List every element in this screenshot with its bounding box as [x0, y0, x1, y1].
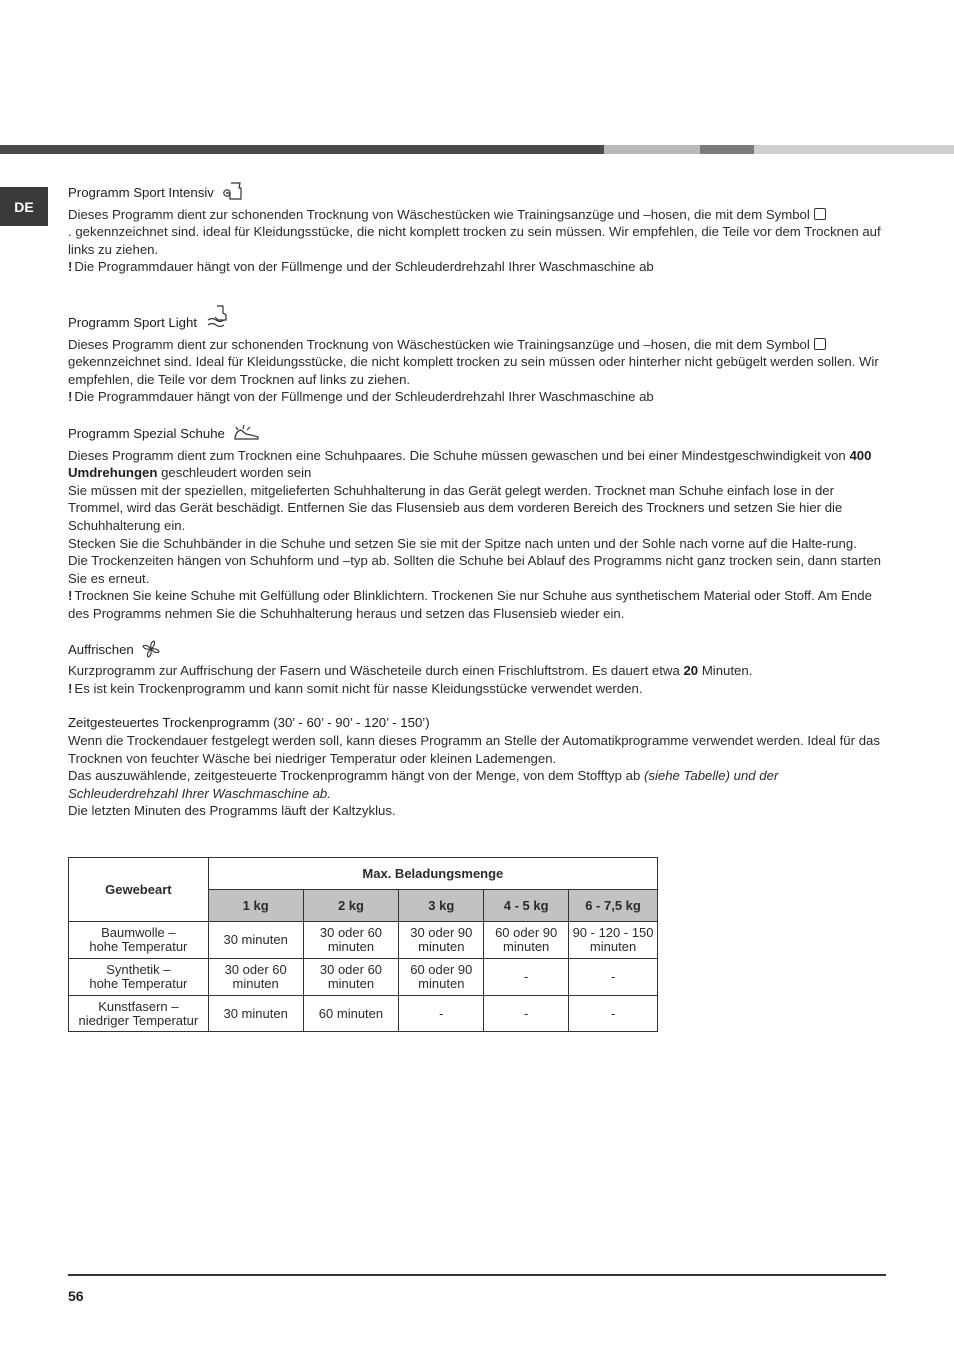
table-cell: -: [484, 959, 569, 996]
header-bar-light-end: [754, 145, 954, 154]
table-cell: -: [569, 959, 658, 996]
language-tab: DE: [0, 187, 48, 226]
header-bar-mid: [700, 145, 754, 154]
table-cell: 30 oder 60 minuten: [208, 959, 303, 996]
care-symbol-icon: [814, 338, 826, 350]
warning-exclamation-icon: !: [68, 680, 73, 696]
table-cell: 60 minuten: [303, 996, 399, 1032]
table-cell: -: [399, 996, 484, 1032]
header-weight: 6 - 7,5 kg: [569, 890, 658, 922]
page-number: 56: [68, 1288, 84, 1304]
sport-intensiv-icon: [222, 181, 244, 206]
table-cell: 30 oder 90 minuten: [399, 922, 484, 959]
load-table: [68, 857, 658, 1032]
header-bar-dark: [0, 145, 604, 154]
table-cell: 90 - 120 - 150 minuten: [569, 922, 658, 959]
fabric-cell: Baumwolle – hohe Temperatur: [69, 922, 209, 959]
section-sport-intensiv: Programm Sport Intensiv Dieses Programm dient zur schonenden Trocknung von Wäschestücken wie Trainingsanzüge und –hosen, die mit dem Symbol . gekennzeichnet sind. ideal für Kleidungsstücke, die nicht komplett trocken zu sein müssen. Wir empfehlen, die Teile vor dem Trocknen auf links zu ziehen. ! Die Programmdauer hängt von der Füllmenge und der Schleuderdrehzahl Ihrer Waschmaschine ab: [68, 181, 886, 283]
table-cell: 30 minuten: [208, 996, 303, 1032]
table-cell: 30 oder 60 minuten: [303, 959, 399, 996]
table-row: [69, 996, 658, 1032]
section-spezial-schuhe: Programm Spezial Schuhe Dieses Programm dient zum Trocknen eine Schuhpaares. Die Schuhe müssen gewaschen und bei einer Mindestgeschwindigkeit von 400 Umdrehungen geschleudert worden sein Sie müssen mit der speziellen, mitgelieferten Schuhhalterung in das Gerät gelegt werden. Trocknet man Schuhe einfach lose in der Trommel, wird das Gerät beschädigt. Entfernen Sie das Flusensieb aus dem vorderen Bereich des Trockners und setzen Sie hier die Schuhhalterung ein. Stecken Sie die Schuhbänder in die Schuhe und setzen Sie sie mit der Spitze nach unten und der Sohle nach vorne auf die Halte-rung. Die Trockenzeiten hängen von Schuhform und –typ ab. Sollten die Schuhe bei Ablauf des Programms nicht ganz trocken sein, dann starten Sie es erneut. ! Trocknen Sie keine Schuhe mit Gelfüllung oder Blinklichtern. Trockenen Sie nur Schuhe aus synthetischem Material oder Stoff. Am Ende des Programms nehmen Sie die Schuhhalterung heraus und setzen das Flusensieb wieder ein.: [68, 424, 886, 623]
footer-divider: [68, 1274, 886, 1276]
warning-exclamation-icon: !: [68, 389, 73, 405]
section-title: Programm Sport Light: [68, 305, 886, 336]
table-cell: 30 minuten: [208, 922, 303, 959]
header-weight: 3 kg: [399, 890, 484, 922]
fabric-cell: Synthetik – hohe Temperatur: [69, 959, 209, 996]
table-row: [69, 959, 658, 996]
section-sport-light: Programm Sport Light Dieses Programm dient zur schonenden Trocknung von Wäschestücken wie Trainingsanzüge und –hosen, die mit dem Symbol gekennzeichnet sind. Ideal für Kleidungsstücke, die nicht komplett trocken zu sein müssen oder hinterher nicht gebügelt werden sollen. Wir empfehlen, die Teile vor dem Trocknen auf links zu ziehen. ! Die Programmdauer hängt von der Füllmenge und der Schleuderdrehzahl Ihrer Waschmaschine ab: [68, 285, 886, 407]
section-title: Zeitgesteuertes Trockenprogramm (30’ - 60’ - 90’ - 120’ - 150’): [68, 715, 430, 731]
section-title: Auffrischen: [68, 640, 886, 663]
section-title: Programm Spezial Schuhe: [68, 424, 886, 447]
table-row: [69, 922, 658, 959]
table-cell: 30 oder 60 minuten: [303, 922, 399, 959]
fabric-cell: Kunstfasern – niedriger Temperatur: [69, 996, 209, 1032]
warning-exclamation-icon: !: [68, 259, 73, 275]
section-auffrischen: Auffrischen Kurzprogramm zur Auffrischung der Fasern und Wäscheteile durch einen Frischluftstrom. Es dauert etwa 20 Minuten. ! Es ist kein Trockenprogramm und kann somit nicht für nasse Kleidungsstücke verwendet werden.: [68, 640, 886, 698]
header-weight: 1 kg: [208, 890, 303, 922]
table-cell: 60 oder 90 minuten: [399, 959, 484, 996]
section-zeitgesteuert: Zeitgesteuertes Trockenprogramm (30’ - 60’ - 90’ - 120’ - 150’) Wenn die Trockendauer festgelegt werden soll, kann dieses Programm an Stelle der Automatikprogramme verwendet werden. Ideal für das Trocknen von feuchter Wäsche bei niedriger Temperatur oder kleinen Lademengen. Das auszuwählende, zeitgesteuerte Trockenprogramm hängt von der Menge, von dem Stofftyp ab (siehe Tabelle) und der Schleuderdrehzahl Ihrer Waschmaschine ab. Die letzten Minuten des Programms läuft der Kaltzyklus.: [68, 714, 886, 820]
header-weight: 4 - 5 kg: [484, 890, 569, 922]
sport-light-icon: [205, 305, 231, 336]
header-weight: 2 kg: [303, 890, 399, 922]
fan-icon: [141, 640, 161, 663]
page-content: [68, 181, 886, 820]
warning-exclamation-icon: !: [68, 588, 73, 604]
table-cell: -: [484, 996, 569, 1032]
table-cell: -: [569, 996, 658, 1032]
header-bar-light: [604, 145, 700, 154]
shoe-icon: [233, 424, 261, 447]
care-symbol-icon: [814, 208, 826, 220]
header-max-beladung: Max. Beladungsmenge: [208, 858, 657, 890]
section-title: Programm Sport Intensiv: [68, 181, 886, 206]
header-gewebeart: Gewebeart: [69, 858, 209, 922]
table-cell: 60 oder 90 minuten: [484, 922, 569, 959]
